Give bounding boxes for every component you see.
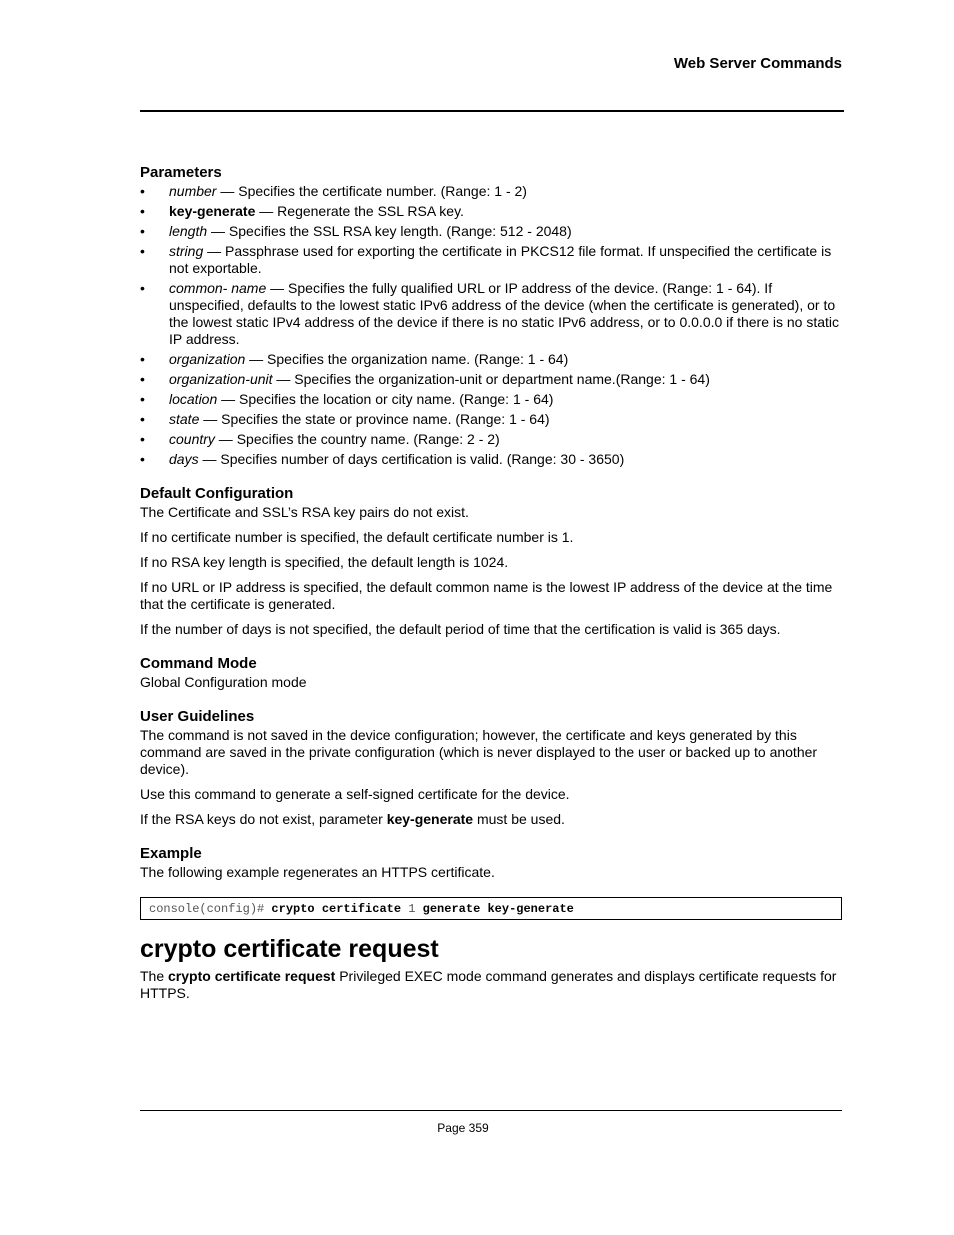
parameter-item	[140, 371, 842, 388]
parameter-item	[140, 223, 842, 240]
text-run: The	[140, 968, 169, 984]
parameter-term: key-generate	[169, 203, 256, 219]
default-config-paragraph: If the number of days is not specified, the default period of time that the certification is valid is 365 days.	[140, 621, 781, 637]
bullet-icon: •	[140, 411, 145, 427]
bullet-icon: •	[140, 391, 145, 407]
user-guidelines-section	[140, 708, 842, 828]
keyword: key-generate	[386, 811, 474, 827]
parameter-description: — Specifies the fully qualified URL or IP address of the device. (Range: 1 - 64). If unspecified, defaults to the lowest static IPv6 address of the device (when the certificate is generated), or to the lowest static IPv4 address of the device if there is no static IPv6 address, or to 0.0.0.0 if there is no static IP address.	[169, 280, 840, 347]
text-run: must be used.	[473, 811, 565, 827]
parameters-list	[140, 183, 842, 468]
default-config-paragraph: If no RSA key length is specified, the default length is 1024.	[140, 554, 509, 570]
bullet-icon: •	[140, 431, 145, 447]
example-heading: Example	[140, 845, 202, 862]
text-run: If the RSA keys do not exist, parameter	[140, 811, 387, 827]
user-guidelines-paragraph	[140, 811, 842, 828]
default-config-paragraph: If no URL or IP address is specified, the default common name is the lowest IP address of the device at the time that the certificate is generated.	[140, 579, 833, 612]
parameter-item	[140, 351, 842, 368]
user-guidelines-heading: User Guidelines	[140, 708, 255, 725]
section-title: crypto certificate request	[140, 935, 439, 963]
bullet-icon: •	[140, 451, 145, 467]
bullet-icon: •	[140, 223, 145, 239]
keyword: crypto certificate request	[168, 968, 336, 984]
parameter-term: common- name	[169, 280, 267, 296]
user-guidelines-paragraph: Use this command to generate a self-signed certificate for the device.	[140, 786, 570, 802]
page-number: Page 359	[437, 1121, 489, 1135]
parameter-term: state	[169, 411, 200, 427]
parameter-description: — Specifies the location or city name. (Range: 1 - 64)	[217, 391, 554, 407]
parameter-description: — Regenerate the SSL RSA key.	[255, 203, 464, 219]
bullet-icon: •	[140, 371, 145, 387]
parameter-term: string	[169, 243, 204, 259]
command-mode-text: Global Configuration mode	[140, 674, 307, 690]
text-run: Privileged EXEC mode command generates and displays certificate requests for HTTPS.	[140, 968, 837, 1001]
default-configuration-heading: Default Configuration	[140, 485, 294, 502]
code-command: crypto certificate	[271, 902, 402, 916]
bullet-icon: •	[140, 280, 145, 296]
parameter-term: length	[169, 223, 208, 239]
default-config-paragraph: If no certificate number is specified, the default certificate number is 1.	[140, 529, 574, 545]
parameter-term: organization	[169, 351, 246, 367]
parameter-description: — Specifies the organization name. (Range: 1 - 64)	[245, 351, 569, 367]
header-divider	[140, 110, 844, 112]
code-arguments: generate key-generate	[422, 902, 574, 916]
user-guidelines-paragraph: The command is not saved in the device configuration; however, the certificate and keys generated by this command are saved in the private configuration (which is never displayed to the user or backed up to another device).	[140, 727, 818, 777]
parameter-description: — Specifies the state or province name. (Range: 1 - 64)	[199, 411, 550, 427]
command-mode-section	[140, 655, 842, 691]
default-configuration-section	[140, 485, 842, 638]
parameter-description: — Specifies number of days certification is valid. (Range: 30 - 3650)	[198, 451, 625, 467]
example-text: The following example regenerates an HTTPS certificate.	[140, 864, 495, 880]
parameter-description: — Specifies the certificate number. (Range: 1 - 2)	[216, 183, 527, 199]
bullet-icon: •	[140, 183, 145, 199]
parameter-term: country	[169, 431, 215, 447]
footer-divider	[140, 1110, 842, 1111]
code-prompt: console(config)#	[149, 902, 265, 916]
parameter-item	[140, 411, 842, 428]
default-config-paragraph: The Certificate and SSL’s RSA key pairs do not exist.	[140, 504, 469, 520]
command-mode-heading: Command Mode	[140, 655, 257, 672]
section-intro	[140, 968, 842, 1002]
parameter-item	[140, 183, 842, 200]
bullet-icon: •	[140, 351, 145, 367]
parameter-term: number	[169, 183, 217, 199]
code-example	[140, 897, 842, 920]
parameter-item	[140, 280, 842, 348]
parameter-item	[140, 203, 842, 220]
parameter-description: — Specifies the organization-unit or department name.(Range: 1 - 64)	[272, 371, 710, 387]
page-content	[140, 164, 842, 1010]
parameter-description: — Specifies the SSL RSA key length. (Range: 512 - 2048)	[207, 223, 572, 239]
parameter-term: location	[169, 391, 218, 407]
example-section	[140, 845, 842, 920]
parameter-item	[140, 431, 842, 448]
parameter-term: days	[169, 451, 199, 467]
parameters-heading: Parameters	[140, 164, 222, 181]
bullet-icon: •	[140, 203, 145, 219]
parameter-description: — Passphrase used for exporting the certificate in PKCS12 file format. If unspecified the certificate is not exportable.	[169, 243, 832, 276]
bullet-icon: •	[140, 243, 145, 259]
parameter-item	[140, 391, 842, 408]
parameter-term: organization-unit	[169, 371, 273, 387]
parameters-section	[140, 164, 842, 468]
parameter-description: — Specifies the country name. (Range: 2 - 2)	[214, 431, 500, 447]
running-header: Web Server Commands	[673, 55, 842, 72]
parameter-item	[140, 243, 842, 277]
code-number: 1	[408, 902, 416, 916]
parameter-item	[140, 451, 842, 468]
